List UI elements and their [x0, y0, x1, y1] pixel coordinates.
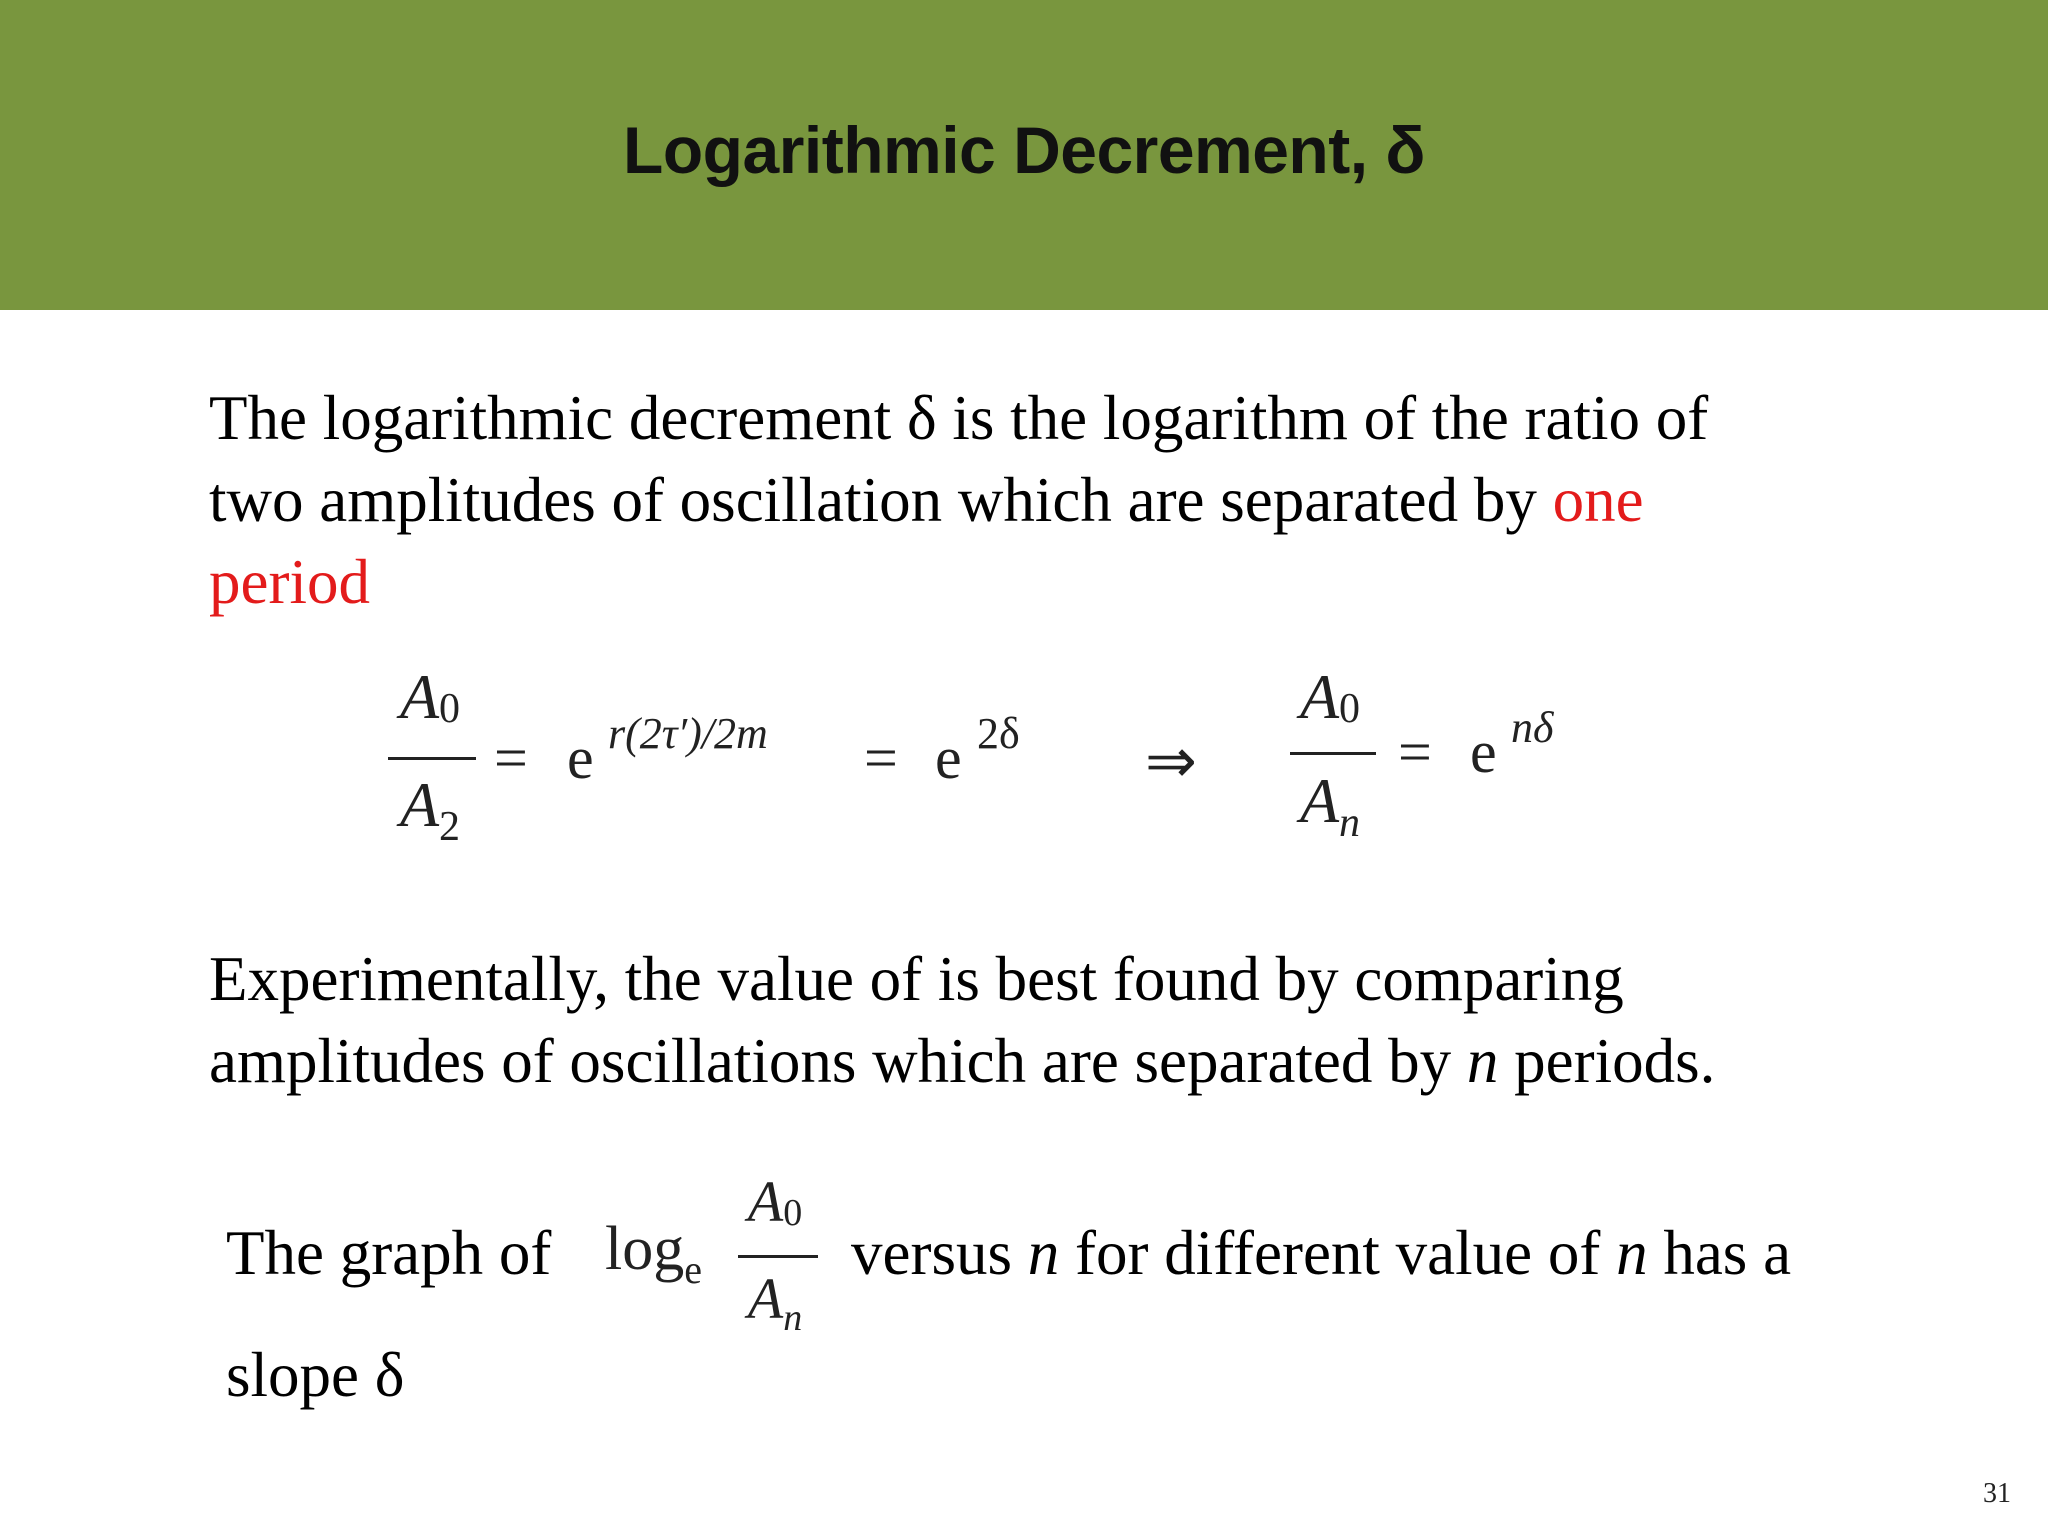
graph-text-line-2: slope δ — [226, 1340, 405, 1410]
equals-sign: = — [1398, 719, 1432, 785]
equals-sign: = — [864, 725, 898, 791]
experiment-line-2: amplitudes of oscillations which are separated by n periods. — [209, 1026, 1716, 1096]
slide-title: Logarithmic Decrement, δ — [623, 113, 1425, 187]
definition-text: two amplitudes of oscillation which are separated by — [209, 465, 1553, 535]
page-number: 31 — [1983, 1478, 2011, 1509]
fraction-numerator: A0 — [747, 1169, 803, 1234]
exponential-base: e — [1470, 719, 1497, 785]
fraction-numerator: A0 — [399, 661, 461, 732]
equals-sign: = — [494, 725, 528, 791]
graph-text-suffix: versus n for different value of n has a — [851, 1218, 1792, 1288]
fraction-denominator: An — [1299, 765, 1361, 846]
exponent-1: r(2τ′)/2m — [608, 709, 768, 758]
graph-text-prefix: The graph of — [226, 1218, 552, 1288]
fraction-bar — [738, 1255, 818, 1258]
equation-amplitude-ratio-2 — [370, 660, 1090, 860]
highlight-one: one — [1552, 465, 1644, 535]
equation-amplitude-ratio-n — [1280, 660, 1600, 860]
fraction-numerator: A0 — [1299, 661, 1361, 732]
log-ratio-expression — [605, 1168, 835, 1348]
log-function: $\log_e$ — [605, 1215, 702, 1292]
fraction-denominator: A2 — [399, 769, 461, 850]
fraction-denominator: An — [747, 1266, 803, 1339]
exponent-n-delta: nδ — [1511, 703, 1554, 752]
exponential-base: e — [935, 725, 962, 791]
fraction-bar — [388, 757, 476, 760]
experiment-line-1: Experimentally, the value of is best found by comparing — [209, 944, 1624, 1014]
definition-line-2 — [209, 459, 1644, 541]
highlight-period: period — [209, 547, 370, 617]
exponential-base: e — [567, 725, 594, 791]
implies-arrow: ⇒ — [1145, 728, 1197, 796]
definition-line-1: The logarithmic decrement δ is the logarithm of the ratio of — [209, 383, 1709, 453]
exponent-2: 2δ — [977, 709, 1020, 758]
fraction-bar — [1290, 752, 1376, 755]
